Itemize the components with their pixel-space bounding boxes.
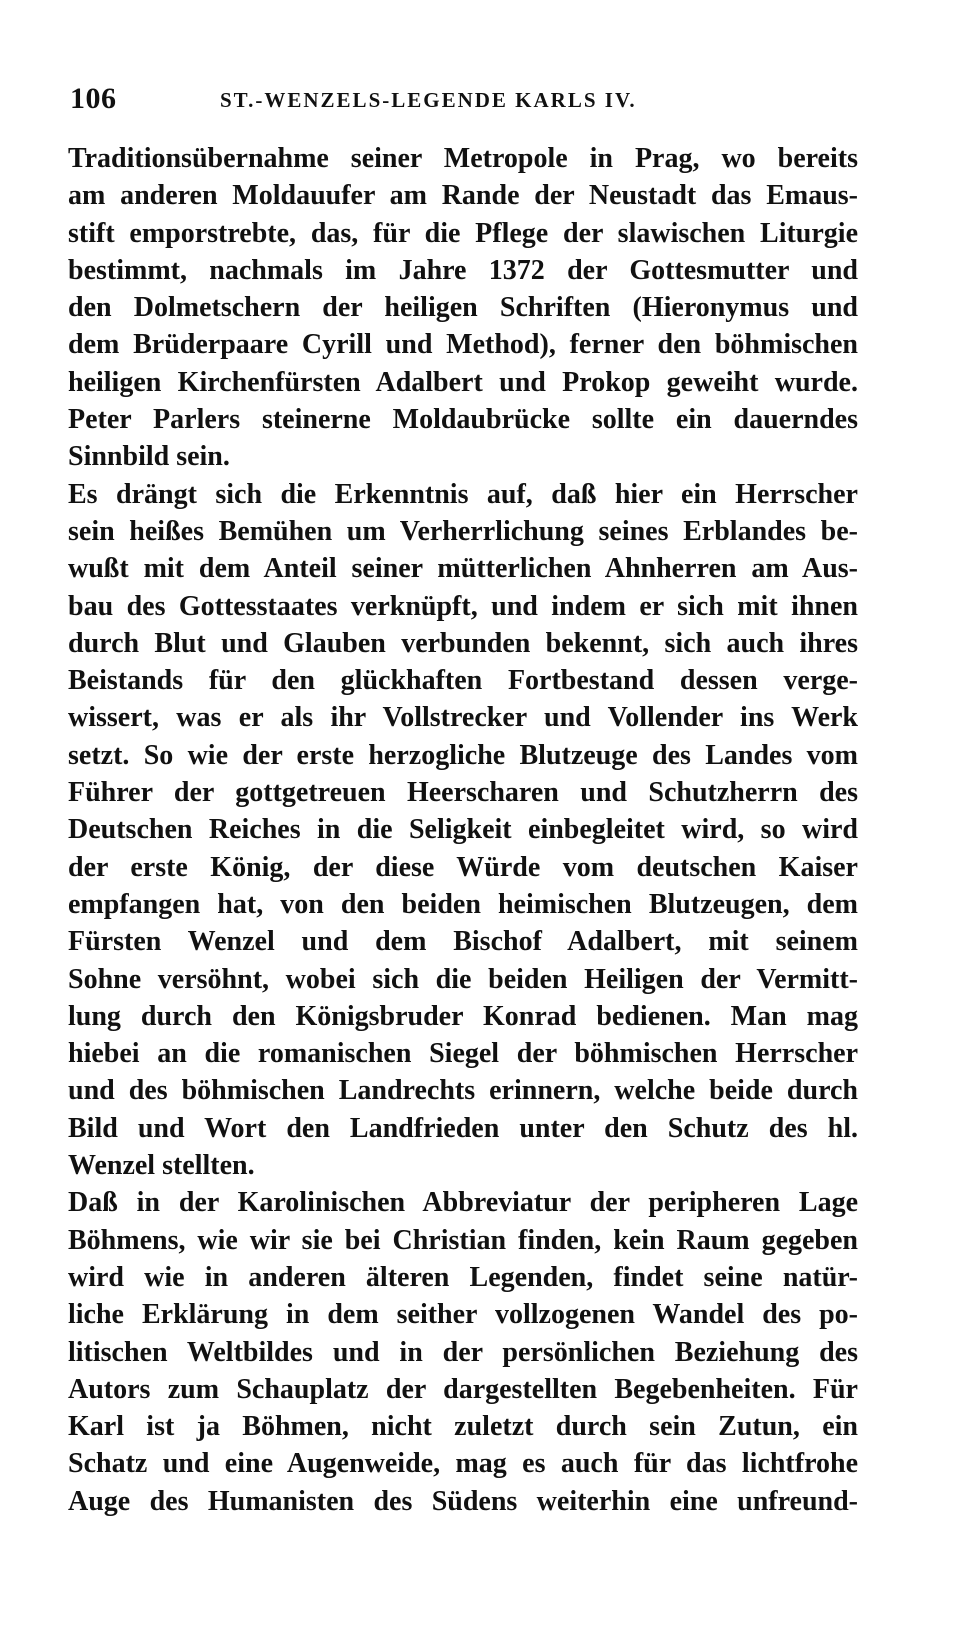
- text-line: Schatz und eine Augenweide, mag es auch für das lichtfrohe: [68, 1448, 858, 1480]
- text-line: Traditionsübernahme seiner Metropole in Prag, wo bereits: [68, 143, 858, 174]
- text-line: lung durch den Königsbruder Konrad bedienen. Man mag: [68, 1000, 858, 1032]
- running-head: [70, 82, 860, 122]
- text-line: liche Erklärung in dem seither vollzogenen Wandel des po-: [68, 1299, 858, 1331]
- text-line: Auge des Humanisten des Südens weiterhin eine unfreund-: [68, 1485, 858, 1517]
- text-line: Sohne versöhnt, wobei sich die beiden Heiligen der Vermitt-: [68, 963, 858, 995]
- text-line: den Dolmetschern der heiligen Schriften (Hieronymus und: [68, 292, 858, 324]
- text-line: am anderen Moldauufer am Rande der Neustadt das Emaus-: [68, 180, 858, 212]
- text-line: Bild und Wort den Landfrieden unter den Schutz des hl.: [68, 1112, 858, 1144]
- body-text: [68, 140, 858, 1520]
- text-line: Sinnbild sein.: [68, 441, 230, 473]
- paragraph: [68, 1184, 858, 1520]
- text-line: bestimmt, nachmals im Jahre 1372 der Gottesmutter und: [68, 254, 858, 286]
- text-line: stift emporstrebte, das, für die Pflege der slawischen Liturgie: [68, 217, 858, 249]
- page-number: 106: [70, 82, 117, 115]
- text-line: Daß in der Karolinischen Abbreviatur der peripheren Lage: [68, 1187, 858, 1219]
- text-line: der erste König, der diese Würde vom deutschen Kaiser: [68, 851, 858, 883]
- text-line: Führer der gottgetreuen Heerscharen und Schutzherrn des: [68, 777, 858, 809]
- text-line: dem Brüderpaare Cyrill und Method), ferner den böhmischen: [68, 329, 858, 361]
- text-line: sein heißes Bemühen um Verherrlichung seines Erblandes be-: [68, 515, 858, 547]
- text-line: Deutschen Reiches in die Seligkeit einbegleitet wird, so wird: [68, 814, 858, 846]
- text-line: litischen Weltbildes und in der persönlichen Beziehung des: [68, 1336, 858, 1368]
- text-line: Peter Parlers steinerne Moldaubrücke sollte ein dauerndes: [68, 404, 858, 436]
- text-line: durch Blut und Glauben verbunden bekennt, sich auch ihres: [68, 627, 858, 659]
- text-line: Beistands für den glückhaften Fortbestand dessen verge-: [68, 665, 858, 697]
- paragraph: [68, 140, 858, 476]
- text-line: Wenzel stellten.: [68, 1150, 255, 1182]
- text-line: Fürsten Wenzel und dem Bischof Adalbert, mit seinem: [68, 926, 858, 958]
- text-line: und des böhmischen Landrechts erinnern, welche beide durch: [68, 1075, 858, 1107]
- text-line: heiligen Kirchenfürsten Adalbert und Prokop geweiht wurde.: [68, 366, 858, 398]
- text-line: Autors zum Schauplatz der dargestellten Begebenheiten. Für: [68, 1373, 858, 1405]
- text-line: wissert, was er als ihr Vollstrecker und Vollender ins Werk: [68, 702, 858, 734]
- text-line: Karl ist ja Böhmen, nicht zuletzt durch sein Zutun, ein: [68, 1411, 858, 1443]
- text-line: wird wie in anderen älteren Legenden, findet seine natür-: [68, 1261, 858, 1293]
- text-line: wußt mit dem Anteil seiner mütterlichen Ahnherren am Aus-: [68, 553, 858, 585]
- text-line: empfangen hat, von den beiden heimischen Blutzeugen, dem: [68, 888, 858, 920]
- text-line: Böhmens, wie wir sie bei Christian finden, kein Raum gegeben: [68, 1224, 858, 1256]
- paragraph: [68, 476, 858, 1185]
- text-line: setzt. So wie der erste herzogliche Blutzeuge des Landes vom: [68, 739, 858, 771]
- text-line: hiebei an die romanischen Siegel der böhmischen Herrscher: [68, 1038, 858, 1070]
- running-title: ST.-WENZELS-LEGENDE KARLS IV.: [220, 88, 637, 112]
- text-line: Es drängt sich die Erkenntnis auf, daß hier ein Herrscher: [68, 478, 858, 510]
- text-line: bau des Gottesstaates verknüpft, und indem er sich mit ihnen: [68, 590, 858, 622]
